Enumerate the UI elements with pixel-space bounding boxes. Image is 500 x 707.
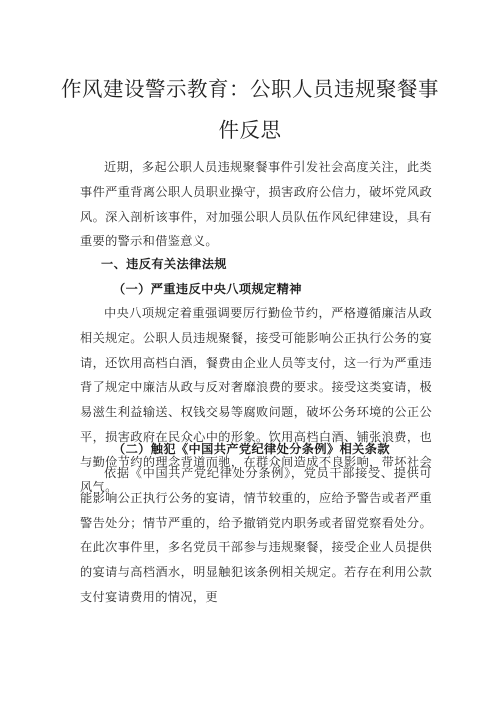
intro-paragraph: 近期，多起公职人员违规聚餐事件引发社会高度关注，此类事件严重背离公职人员职业操守，损害政府公信力，破坏党风政风。深入剖析该事件，对加强公职人员队伍作风纪律建设，具有重要的警示和借鉴意义。 (80, 160, 432, 249)
document-title-line1: 作风建设警示教育：公职人员违规聚餐事 (61, 77, 439, 101)
subsection-heading-1: （一）严重违反中央八项规定精神 (113, 282, 302, 296)
section-heading: 一、违反有关法律法规 (101, 257, 227, 271)
subsection-heading-2: （二）触犯《中国共产党纪律处分条例》相关条款 (113, 442, 390, 456)
document-title-line2: 件反思 (218, 118, 282, 142)
subsection-body-2: 依据《中国共产党纪律处分条例》，党员干部接受、提供可能影响公正执行公务的宴请，情节较重的，应给予警告或者严重警告处分；情节严重的，给予撤销党内职务或者留党察看处分。在此次事件里，多名党员干部参与违规聚餐，接受企业人员提供的宴请与高档酒水，明显触犯该条例相关规定。若存在利用公款支付宴请费用的情况，更 (80, 466, 432, 604)
subsection-body-1: 中央八项规定着重强调要厉行勤俭节约，严格遵循廉洁从政相关规定。公职人员违规聚餐，接受可能影响公正执行公务的宴请，还饮用高档白酒，餐费由企业人员等支付，这一行为严重违背了规定中廉洁从政与反对奢靡浪费的要求。接受这类宴请，极易滋生利益输送、权钱交易等腐败问题，破坏公务环境的公正公平，损害政府在民众心中的形象。饮用高档白酒、铺张浪费，也与勤俭节约的理念背道而驰，在群众间造成不良影响，带坏社会风气。 (80, 306, 432, 494)
